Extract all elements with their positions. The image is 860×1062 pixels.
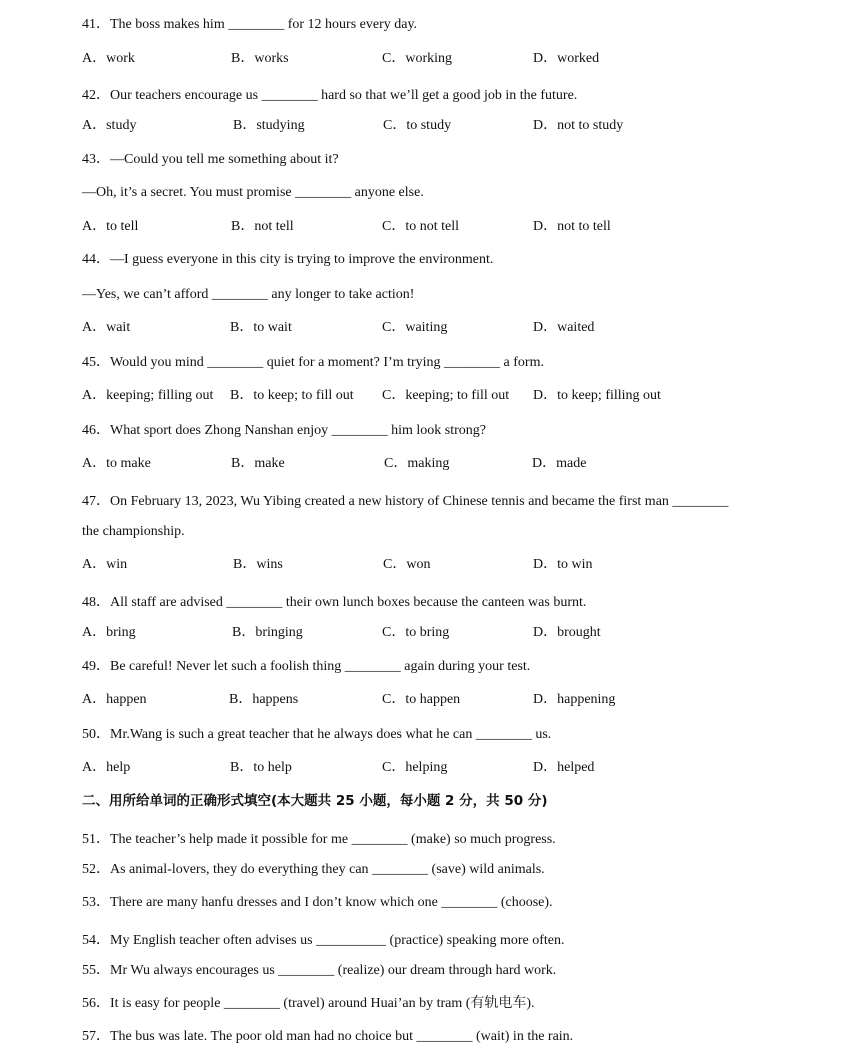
option-50-b: B．to help: [230, 760, 292, 775]
option-47-a: A．win: [82, 557, 128, 572]
option-50-a: A．help: [82, 760, 131, 775]
question-41: 41．The boss makes him ________ for 12 hours every day.: [82, 17, 418, 32]
question-55: 55．Mr Wu always encourages us ________ (realize) our dream through hard work.: [82, 963, 557, 978]
option-43-a: A．to tell: [82, 219, 139, 234]
option-47-b: B．wins: [233, 557, 283, 572]
question-42: 42．Our teachers encourage us ________ hard so that we’ll get a good job in the future.: [82, 88, 578, 103]
option-42-d: D．not to study: [533, 118, 624, 133]
question-57: 57．The bus was late. The poor old man had no choice but ________ (wait) in the rain.: [82, 1029, 574, 1044]
option-42-c: C．to study: [383, 118, 452, 133]
option-41-d: D．worked: [533, 51, 600, 66]
question-43: 43．—Could you tell me something about it?: [82, 152, 339, 167]
question-50: 50．Mr.Wang is such a great teacher that he always does what he can ________ us.: [82, 727, 552, 742]
option-47-d: D．to win: [533, 557, 593, 572]
question-53: 53．There are many hanfu dresses and I don’t know which one ________ (choose).: [82, 895, 553, 910]
question-44-reply: —Yes, we can’t afford ________ any longer to take action!: [82, 287, 415, 302]
question-51: 51．The teacher’s help made it possible for me ________ (make) so much progress.: [82, 832, 556, 847]
option-48-a: A．bring: [82, 625, 136, 640]
option-41-b: B．works: [231, 51, 289, 66]
question-49: 49．Be careful! Never let such a foolish thing ________ again during your test.: [82, 659, 531, 674]
option-42-a: A．study: [82, 118, 137, 133]
option-46-c: C．making: [384, 456, 450, 471]
option-43-c: C．to not tell: [382, 219, 459, 234]
option-49-a: A．happen: [82, 692, 147, 707]
option-50-d: D．helped: [533, 760, 595, 775]
option-47-c: C．won: [383, 557, 431, 572]
question-45: 45．Would you mind ________ quiet for a moment? I’m trying ________ a form.: [82, 355, 544, 370]
option-43-b: B．not tell: [231, 219, 294, 234]
option-48-c: C．to bring: [382, 625, 450, 640]
option-44-d: D．waited: [533, 320, 595, 335]
option-44-b: B．to wait: [230, 320, 292, 335]
option-46-a: A．to make: [82, 456, 151, 471]
option-49-c: C．to happen: [382, 692, 461, 707]
option-41-a: A．work: [82, 51, 135, 66]
option-45-d: D．to keep; filling out: [533, 388, 661, 403]
option-43-d: D．not to tell: [533, 219, 611, 234]
question-46: 46．What sport does Zhong Nanshan enjoy ________ him look strong?: [82, 423, 487, 438]
question-47: 47．On February 13, 2023, Wu Yibing created a new history of Chinese tennis and became the first man ________: [82, 494, 729, 509]
option-42-b: B．studying: [233, 118, 305, 133]
option-44-c: C．waiting: [382, 320, 448, 335]
option-49-d: D．happening: [533, 692, 616, 707]
question-54: 54．My English teacher often advises us __________ (practice) speaking more often.: [82, 933, 565, 948]
option-45-c: C．keeping; to fill out: [382, 388, 510, 403]
question-56: 56．It is easy for people ________ (travel) around Huai’an by tram (有轨电车).: [82, 996, 535, 1011]
option-45-a: A．keeping; filling out: [82, 388, 214, 403]
option-50-c: C．helping: [382, 760, 448, 775]
option-46-b: B．make: [231, 456, 285, 471]
question-44: 44．—I guess everyone in this city is trying to improve the environment.: [82, 252, 494, 267]
option-49-b: B．happens: [229, 692, 299, 707]
question-52: 52．As animal-lovers, they do everything they can ________ (save) wild animals.: [82, 862, 545, 877]
option-48-b: B．bringing: [232, 625, 303, 640]
option-45-b: B．to keep; to fill out: [230, 388, 354, 403]
question-47-continued: the championship.: [82, 524, 185, 539]
section-heading: 二、用所给单词的正确形式填空(本大题共 25 小题，每小题 2 分，共 50 分): [82, 793, 548, 809]
option-41-c: C．working: [382, 51, 452, 66]
question-43-reply: —Oh, it’s a secret. You must promise ________ anyone else.: [82, 185, 424, 200]
question-48: 48．All staff are advised ________ their own lunch boxes because the canteen was burnt.: [82, 595, 587, 610]
option-44-a: A．wait: [82, 320, 131, 335]
option-46-d: D．made: [532, 456, 587, 471]
option-48-d: D．brought: [533, 625, 601, 640]
